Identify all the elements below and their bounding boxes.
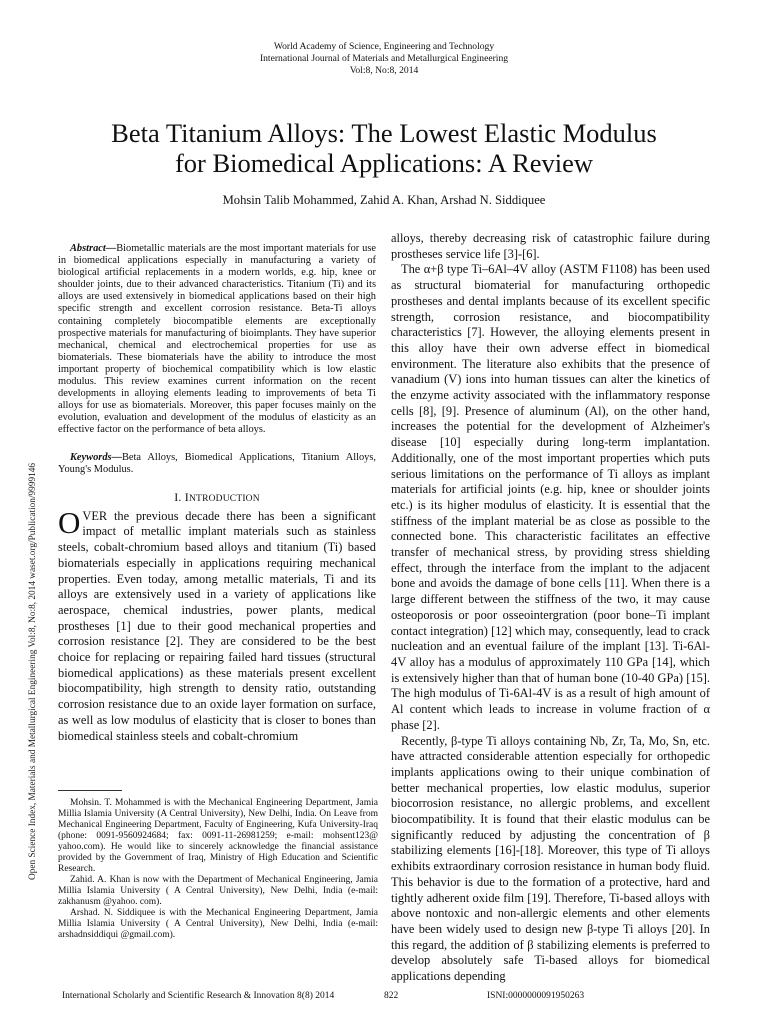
keywords-text: Beta Alloys, Biomedical Applications, Titanium Alloys, Young's Modulus. <box>58 451 376 475</box>
intro-text: VER the previous decade there has been a significant impact of metallic implant materials such as stainless steels, cobalt-chromium based alloys and titanium (Ti) based biomaterials especially in applications requiring mechanical properties. Even today, among metallic materials, Ti and its alloys are extensively used in a variety of applications like aerospace, chemical industries, power plants, medical prostheses [1] due to their good mechanical properties and corrosion resistance [2]. They are considered to be the best choice for replacing or repairing failed hard tissues (structural biomedical applications) as these materials present excellent biocompatibility, high strength to density ratio, outstanding corrosion resistance due to an oxide layer formation on surface, as well as low modulus of elasticity that is closer to bones than biomedical stainless steels and cobalt-chromium <box>58 508 376 743</box>
paper-title-line-2: for Biomedical Applications: A Review <box>174 148 594 178</box>
author-footnotes <box>58 798 378 941</box>
abstract-text: Biometallic materials are the most important materials for use in biomedical applications especially in manufacturing a variety of biological artificial replacements in a modern worlds, e.g. hip, knee or shoulder joints, due to their advanced characteristics. Titanium (Ti) and its alloys are used extensively in biomedical applications based on their high specific strength and excellent corrosion resistance. Beta-Ti alloys containing completely biocompatible elements are exceptionally prospective materials for manufacturing of bioimplants. They have superior mechanical, chemical and electrochemical properties for use as biomaterials. These biomaterials have the ability to introduce the most important property of biochemical compatibility which is low elastic modulus. This review examines current information on the recent developments in alloying elements leading to improvements of beta Ti alloys for use as biomaterials. Moreover, this paper focuses mainly on the evolution, evaluation and development of the modulus of elasticity as an effective factor on the performance of beta alloys. <box>58 243 376 436</box>
footnote-rule <box>58 790 122 791</box>
footer-isni: ISNI:0000000091950263 <box>487 991 585 1001</box>
paper-title <box>40 118 728 178</box>
intro-paragraph <box>58 504 376 745</box>
left-column <box>58 243 376 744</box>
right-paragraph-1: alloys, thereby decreasing risk of catastrophic failure during prostheses service life [3]-[6]. <box>391 231 710 261</box>
footer-publisher: International Scholarly and Scientific Research & Innovation 8(8) 2014 <box>62 991 335 1001</box>
abstract <box>58 243 376 437</box>
journal-header <box>0 41 768 77</box>
journal-volume: Vol:8, No:8, 2014 <box>349 65 419 76</box>
journal-name: International Journal of Materials and Metallurgical Engineering <box>259 53 509 64</box>
right-paragraph-2: The α+β type Ti–6Al–4V alloy (ASTM F1108) has been used as structural biomaterial for manufacturing orthopedic prostheses and dental implants because of its excellent specific strength, corrosion resistance, and biocompatibility characteristics [7]. However, the alloying elements present in this alloy have their own adverse effect in biomedical environment. The literature also exhibits that the presence of vanadium (V) ions into human tissues can alter the kinetics of the enzyme activity associated with the inflammatory response cells [8], [9]. Presence of aluminum (Al), on the other hand, increases the potential for the development of Alzheimer's disease [10] especially during long-term implantation. Additionally, one of the most important properties which puts serious limitations on the performance of Ti alloys as implant materials for artificial joints (e.g. hip, knee or shoulder joints etc.) is its higher modulus of elasticity. It is essential that the stiffness of the implant material be as close as possible to the connected bone. This characteristic facilitates an effective transfer of mechanical stress, by providing stress shielding effect, through the interface from the implant to the adjacent bone and avoids the damage of bone cells [11]. When there is a large different between the stiffness of the two, it may cause osteoporosis or poor osseointergration (poor bone–Ti implant contact integration) [12] which may, consequently, lead to crack nucleation and an eventual failure of the implant [13]. Ti-6Al-4V alloy has a modulus of approximately 110 GPa [14], which is extensively higher than that of human bone (10-40 GPa) [15]. The high modulus of Ti-6Al-4V is as a result of high amount of Al content which leads to increase in volume fraction of α phase [2]. <box>391 262 710 732</box>
footnote-1: Mohsin. T. Mohammed is with the Mechanical Engineering Department, Jamia Millia Islamia University (A Central University), New Delhi, India. On Leave from Mechanical Engineering Department, Faculty of Engineering, Kufa University-Iraq (phone: 0091-9560924684; fax: 0091-11-26981259; e-mail: mohsent123@ yahoo.com). He would like to sincerely acknowledge the financial assistance provided by the Government of Iraq, Ministry of High Education and Scientific Research. <box>58 798 378 874</box>
keywords <box>58 452 376 476</box>
footnote-2: Zahid. A. Khan is now with the Department of Mechanical Engineering, Jamia Millia Islamia University ( A Central University), New Delhi, India (e-mail: zakhanusm @yahoo. com). <box>58 875 378 907</box>
section-heading-introduction: I. INTRODUCTION <box>174 489 260 504</box>
page-number: 822 <box>384 991 399 1001</box>
author-list: Mohsin Talib Mohammed, Zahid A. Khan, Arshad N. Siddiquee <box>222 193 546 207</box>
keywords-label: Keywords— <box>70 451 122 463</box>
footnote-3: Arshad. N. Siddiquee is with the Mechanical Engineering Department, Jamia Millia Islamia University ( A Central University), New Delhi, India (e-mail: arshadnsiddiqui @gmail.com). <box>58 908 378 940</box>
paper-title-line-1: Beta Titanium Alloys: The Lowest Elastic Modulus <box>111 118 657 148</box>
right-column <box>391 231 710 985</box>
drop-cap: O <box>58 504 81 540</box>
abstract-label: Abstract— <box>70 243 117 254</box>
right-paragraph-3: Recently, β-type Ti alloys containing Nb, Zr, Ta, Mo, Sn, etc. have attracted considerable attention especially for orthopedic implants applications owing to their unique combination of better mechanical properties, low elastic modulus, superior biocorrosion resistance, no allergic problems, and excellent biocompatibility. It is found that their elastic modulus can be significantly reduced by adjusting the concentration of β stabilizing elements [16]-[18]. Moreover, this type of Ti alloys exhibits extraordinary corrosion resistance in human body fluid. This behavior is due to the formation of a protective, hard and tightly adherent oxide film [19]. Therefore, Ti-based alloys with above nontoxic and non-allergic elements and other elements have been widely used to design new β-type Ti alloys [20]. In this regard, the addition of β stabilizing elements is preferred to develop absolutely safe Ti-based alloys for biomedical applications depending <box>391 733 710 984</box>
journal-publisher: World Academy of Science, Engineering and Technology <box>273 41 495 52</box>
open-science-index-sidebar: Open Science Index, Materials and Metallurgical Engineering Vol:8, No:8, 2014 waset.org/Publication/9999146 <box>28 462 38 880</box>
